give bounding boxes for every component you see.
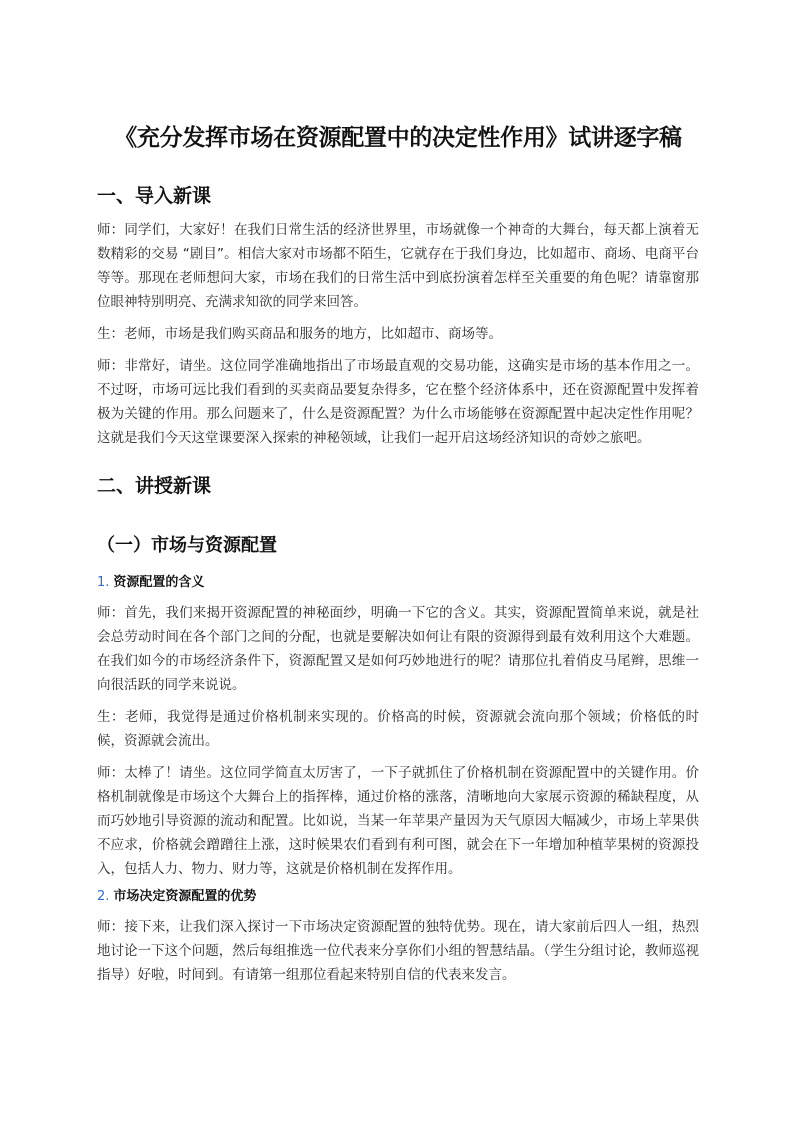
item-number: 2. xyxy=(97,889,110,904)
paragraph-student-answer: 生：老师，市场是我们购买商品和服务的地方，比如超市、商场等。 xyxy=(97,326,502,342)
document-title: 《充分发挥市场在资源配置中的决定性作用》试讲逐字稿 xyxy=(114,125,682,151)
paragraph-teacher-opening: 师：同学们，大家好！在我们日常生活的经济世界里，市场就像一个神奇的大舞台，每天都上演着无数精彩的交易 “剧目”。相信大家对市场都不陌生，它就存在于我们身边，比如超市、商场、电商平台等等。那现在老师想问大家，市场在我们的日常生活中到底扮演着怎样至关重要的角色呢？请靠窗那位眼神特别明亮、充满求知欲的同学来回答。 xyxy=(97,222,699,310)
paragraph-teacher-response: 师：非常好，请坐。这位同学准确地指出了市场最直观的交易功能，这确实是市场的基本作用之一。不过呀，市场可远比我们看到的买卖商品要复杂得多，它在整个经济体系中，还在资源配置中发挥着极为关键的作用。那么问题来了，什么是资源配置？为什么市场能够在资源配置中起决定性作用呢？这就是我们今天这堂课要深入探索的神秘领域，让我们一起开启这场经济知识的奇妙之旅吧。 xyxy=(97,358,699,446)
section-heading-intro: 一、导入新课 xyxy=(97,185,212,207)
paragraph-teacher-definition: 师：首先，我们来揭开资源配置的神秘面纱，明确一下它的含义。其实，资源配置简单来说，就是社会总劳动时间在各个部门之间的分配，也就是要解决如何让有限的资源得到最有效利用这个大难题。在我们如今的市场经济条件下，资源配置又是如何巧妙地进行的呢？请那位扎着俏皮马尾辫，思维一向很活跃的同学来说说。 xyxy=(97,605,699,693)
section-heading-new-lesson: 二、讲授新课 xyxy=(97,475,212,497)
paragraph-teacher-discussion: 师：接下来，让我们深入探讨一下市场决定资源配置的独特优势。现在，请大家前后四人一组，热烈地讨论一下这个问题，然后每组推选一位代表来分享你们小组的智慧结晶。（学生分组讨论，教师巡视指导）好啦，时间到。有请第一组那位看起来特别自信的代表来发言。 xyxy=(97,919,699,983)
item-heading-resource-meaning xyxy=(97,573,699,593)
item-heading-label: 市场决定资源配置的优势 xyxy=(113,889,257,904)
item-number: 1. xyxy=(97,575,110,590)
item-heading-market-advantage xyxy=(97,887,699,907)
item-heading-label: 资源配置的含义 xyxy=(113,575,205,590)
subsection-heading-market-resource: （一）市场与资源配置 xyxy=(97,535,277,556)
document-page xyxy=(97,118,699,987)
paragraph-student-price: 生：老师，我觉得是通过价格机制来实现的。价格高的时候，资源就会流向那个领域；价格低的时候，资源就会流出。 xyxy=(97,709,699,749)
paragraph-teacher-price-mechanism: 师：太棒了！请坐。这位同学简直太厉害了，一下子就抓住了价格机制在资源配置中的关键作用。价格机制就像是市场这个大舞台上的指挥棒，通过价格的涨落，清晰地向大家展示资源的稀缺程度，从而巧妙地引导资源的流动和配置。比如说，当某一年苹果产量因为天气原因大幅减少，市场上苹果供不应求，价格就会蹭蹭往上涨，这时候果农们看到有利可图，就会在下一年增加种植苹果树的资源投入，包括人力、物力、财力等，这就是价格机制在发挥作用。 xyxy=(97,765,699,877)
